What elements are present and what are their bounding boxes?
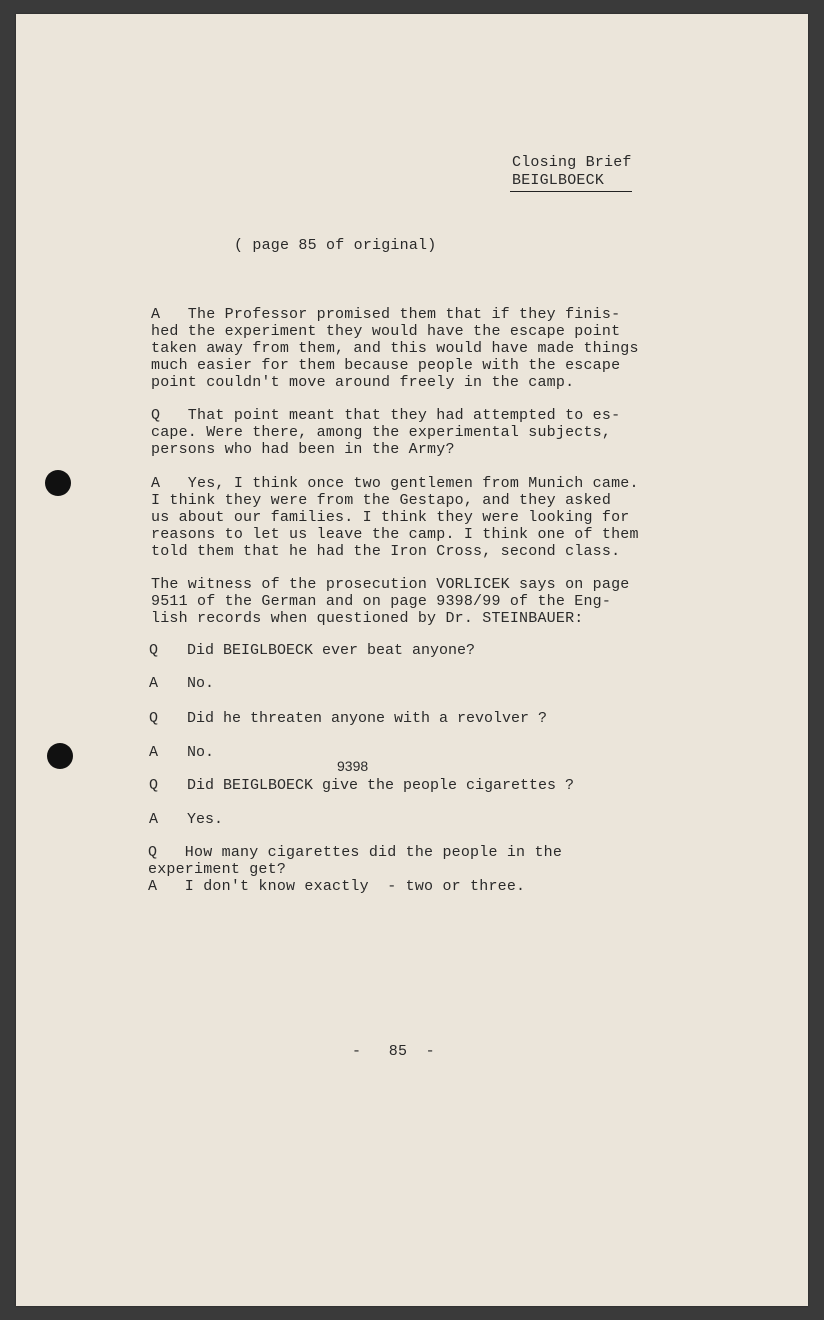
qa-row	[149, 642, 475, 659]
paragraph-answer-escape-point: A The Professor promised them that if they finis- hed the experiment they would have the escape point taken away from them, and this would have made things much easier for them because people with the escape point couldn't move around freely in the camp.	[151, 306, 639, 391]
paragraph-last-exchange: Q How many cigarettes did the people in the experiment get? A I don't know exactly - two or three.	[148, 844, 563, 895]
document-page	[16, 14, 808, 1306]
punch-hole-bottom	[47, 743, 73, 769]
qa-text: Yes.	[187, 811, 224, 828]
page-reference: ( page 85 of original)	[234, 237, 437, 254]
margin-note: 9398	[337, 758, 369, 774]
qa-row	[149, 744, 214, 761]
page-number: - 85 -	[352, 1043, 435, 1060]
qa-row	[149, 777, 574, 794]
qa-text: No.	[187, 744, 215, 761]
paragraph-answer-gestapo: A Yes, I think once two gentlemen from Munich came. I think they were from the Gestapo, and they asked us about our families. I think they were looking for reasons to let us leave the camp. I think one of them told them that he had the Iron Cross, second class.	[151, 475, 639, 560]
qa-mark: A	[149, 811, 159, 828]
qa-text: Did BEIGLBOECK give the people cigarettes ?	[187, 777, 575, 794]
qa-text: Did BEIGLBOECK ever beat anyone?	[187, 642, 476, 659]
qa-row	[149, 675, 214, 692]
header-title: Closing Brief	[512, 154, 632, 171]
qa-mark: Q	[149, 777, 159, 794]
qa-row	[149, 811, 223, 828]
qa-mark: Q	[149, 642, 159, 659]
punch-hole-top	[45, 470, 71, 496]
qa-text: No.	[187, 675, 215, 692]
qa-mark: Q	[149, 710, 159, 727]
header-name: BEIGLBOECK	[510, 172, 632, 192]
paragraph-witness-statement: The witness of the prosecution VORLICEK says on page 9511 of the German and on page 9398/99 of the Eng- lish records when questioned by Dr. STEINBAUER:	[151, 576, 630, 627]
qa-row	[149, 710, 547, 727]
qa-mark: A	[149, 675, 159, 692]
paragraph-question-army: Q That point meant that they had attempted to es- cape. Were there, among the experimental subjects, persons who had been in the Army?	[151, 407, 621, 458]
qa-mark: A	[149, 744, 159, 761]
qa-text: Did he threaten anyone with a revolver ?	[187, 710, 548, 727]
